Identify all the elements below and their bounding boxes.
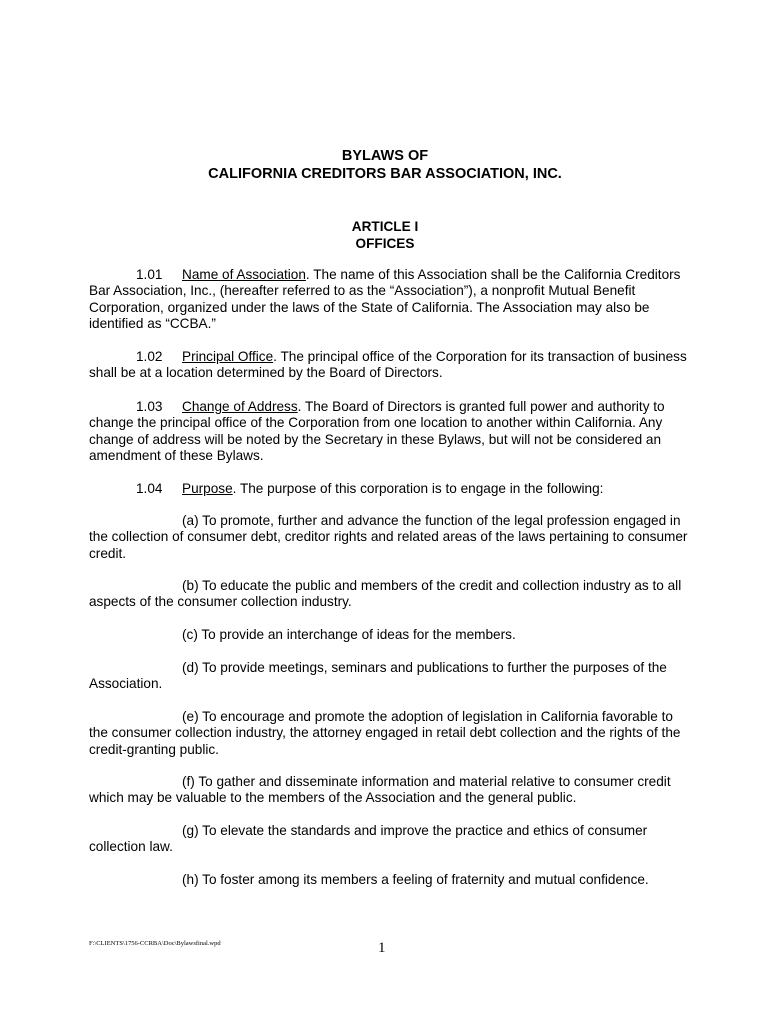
section-1-03 [89, 399, 689, 465]
section-heading: Purpose [182, 481, 233, 496]
section-1-01 [89, 267, 689, 333]
section-text: . The purpose of this corporation is to engage in the following: [232, 481, 604, 496]
section-number: 1.02 [136, 349, 163, 364]
purpose-item-h: (h) To foster among its members a feeling of fraternity and mutual confidence. [182, 872, 649, 887]
section-heading: Change of Address [182, 399, 298, 414]
section-text: . The Board of Directors is granted full power and authority to change the principal office of the Corporation from one location to another within California. Any change of address will be noted by the Secretary in these Bylaws, but will not be considered an amendment of these Bylaws. [89, 399, 665, 464]
article-number: ARTICLE I [351, 219, 419, 234]
section-text: . The principal office of the Corporation for its transaction of business shall be at a location determined by the Board of Directors. [89, 349, 687, 381]
purpose-item-d: (d) To provide meetings, seminars and publications to further the purposes of the Association. [89, 660, 667, 692]
section-number: 1.01 [136, 267, 163, 282]
purpose-item-g: (g) To elevate the standards and improve the practice and ethics of consumer collection law. [89, 823, 648, 855]
section-1-04 [89, 481, 689, 497]
purpose-item-c: (c) To provide an interchange of ideas for the members. [182, 627, 516, 642]
section-number: 1.04 [136, 481, 163, 496]
section-text: . The name of this Association shall be the California Creditors Bar Association, Inc., (hereafter referred to as the “Association”), a nonprofit Mutual Benefit Corporation, organized under the laws of the State of California. The Association may also be identified as “CCBA.” [89, 267, 681, 332]
section-heading: Name of Association [182, 267, 306, 282]
purpose-item-a: (a) To promote, further and advance the function of the legal profession engaged in the collection of consumer debt, creditor rights and related areas of the laws pertaining to consumer credit. [89, 513, 688, 561]
article-title: OFFICES [355, 236, 415, 251]
page-number: 1 [378, 940, 386, 956]
section-number: 1.03 [136, 399, 163, 414]
section-heading: Principal Office [182, 349, 274, 364]
section-1-02 [89, 349, 689, 382]
purpose-item-b: (b) To educate the public and members of the credit and collection industry as to all aspects of the consumer collection industry. [89, 578, 682, 610]
document-title-line2: CALIFORNIA CREDITORS BAR ASSOCIATION, INC. [208, 166, 562, 182]
document-title-line1: BYLAWS OF [341, 148, 429, 164]
purpose-item-f: (f) To gather and disseminate information and material relative to consumer credit which may be valuable to the members of the Association and the general public. [89, 774, 671, 806]
purpose-item-e: (e) To encourage and promote the adoption of legislation in California favorable to the consumer collection industry, the attorney engaged in retail debt collection and the rights of the credit-granting public. [89, 709, 681, 757]
footer-file-path: F:\CLIENTS\1756-CCRBA\Doc\Bylawsfinal.wpd [89, 940, 221, 947]
